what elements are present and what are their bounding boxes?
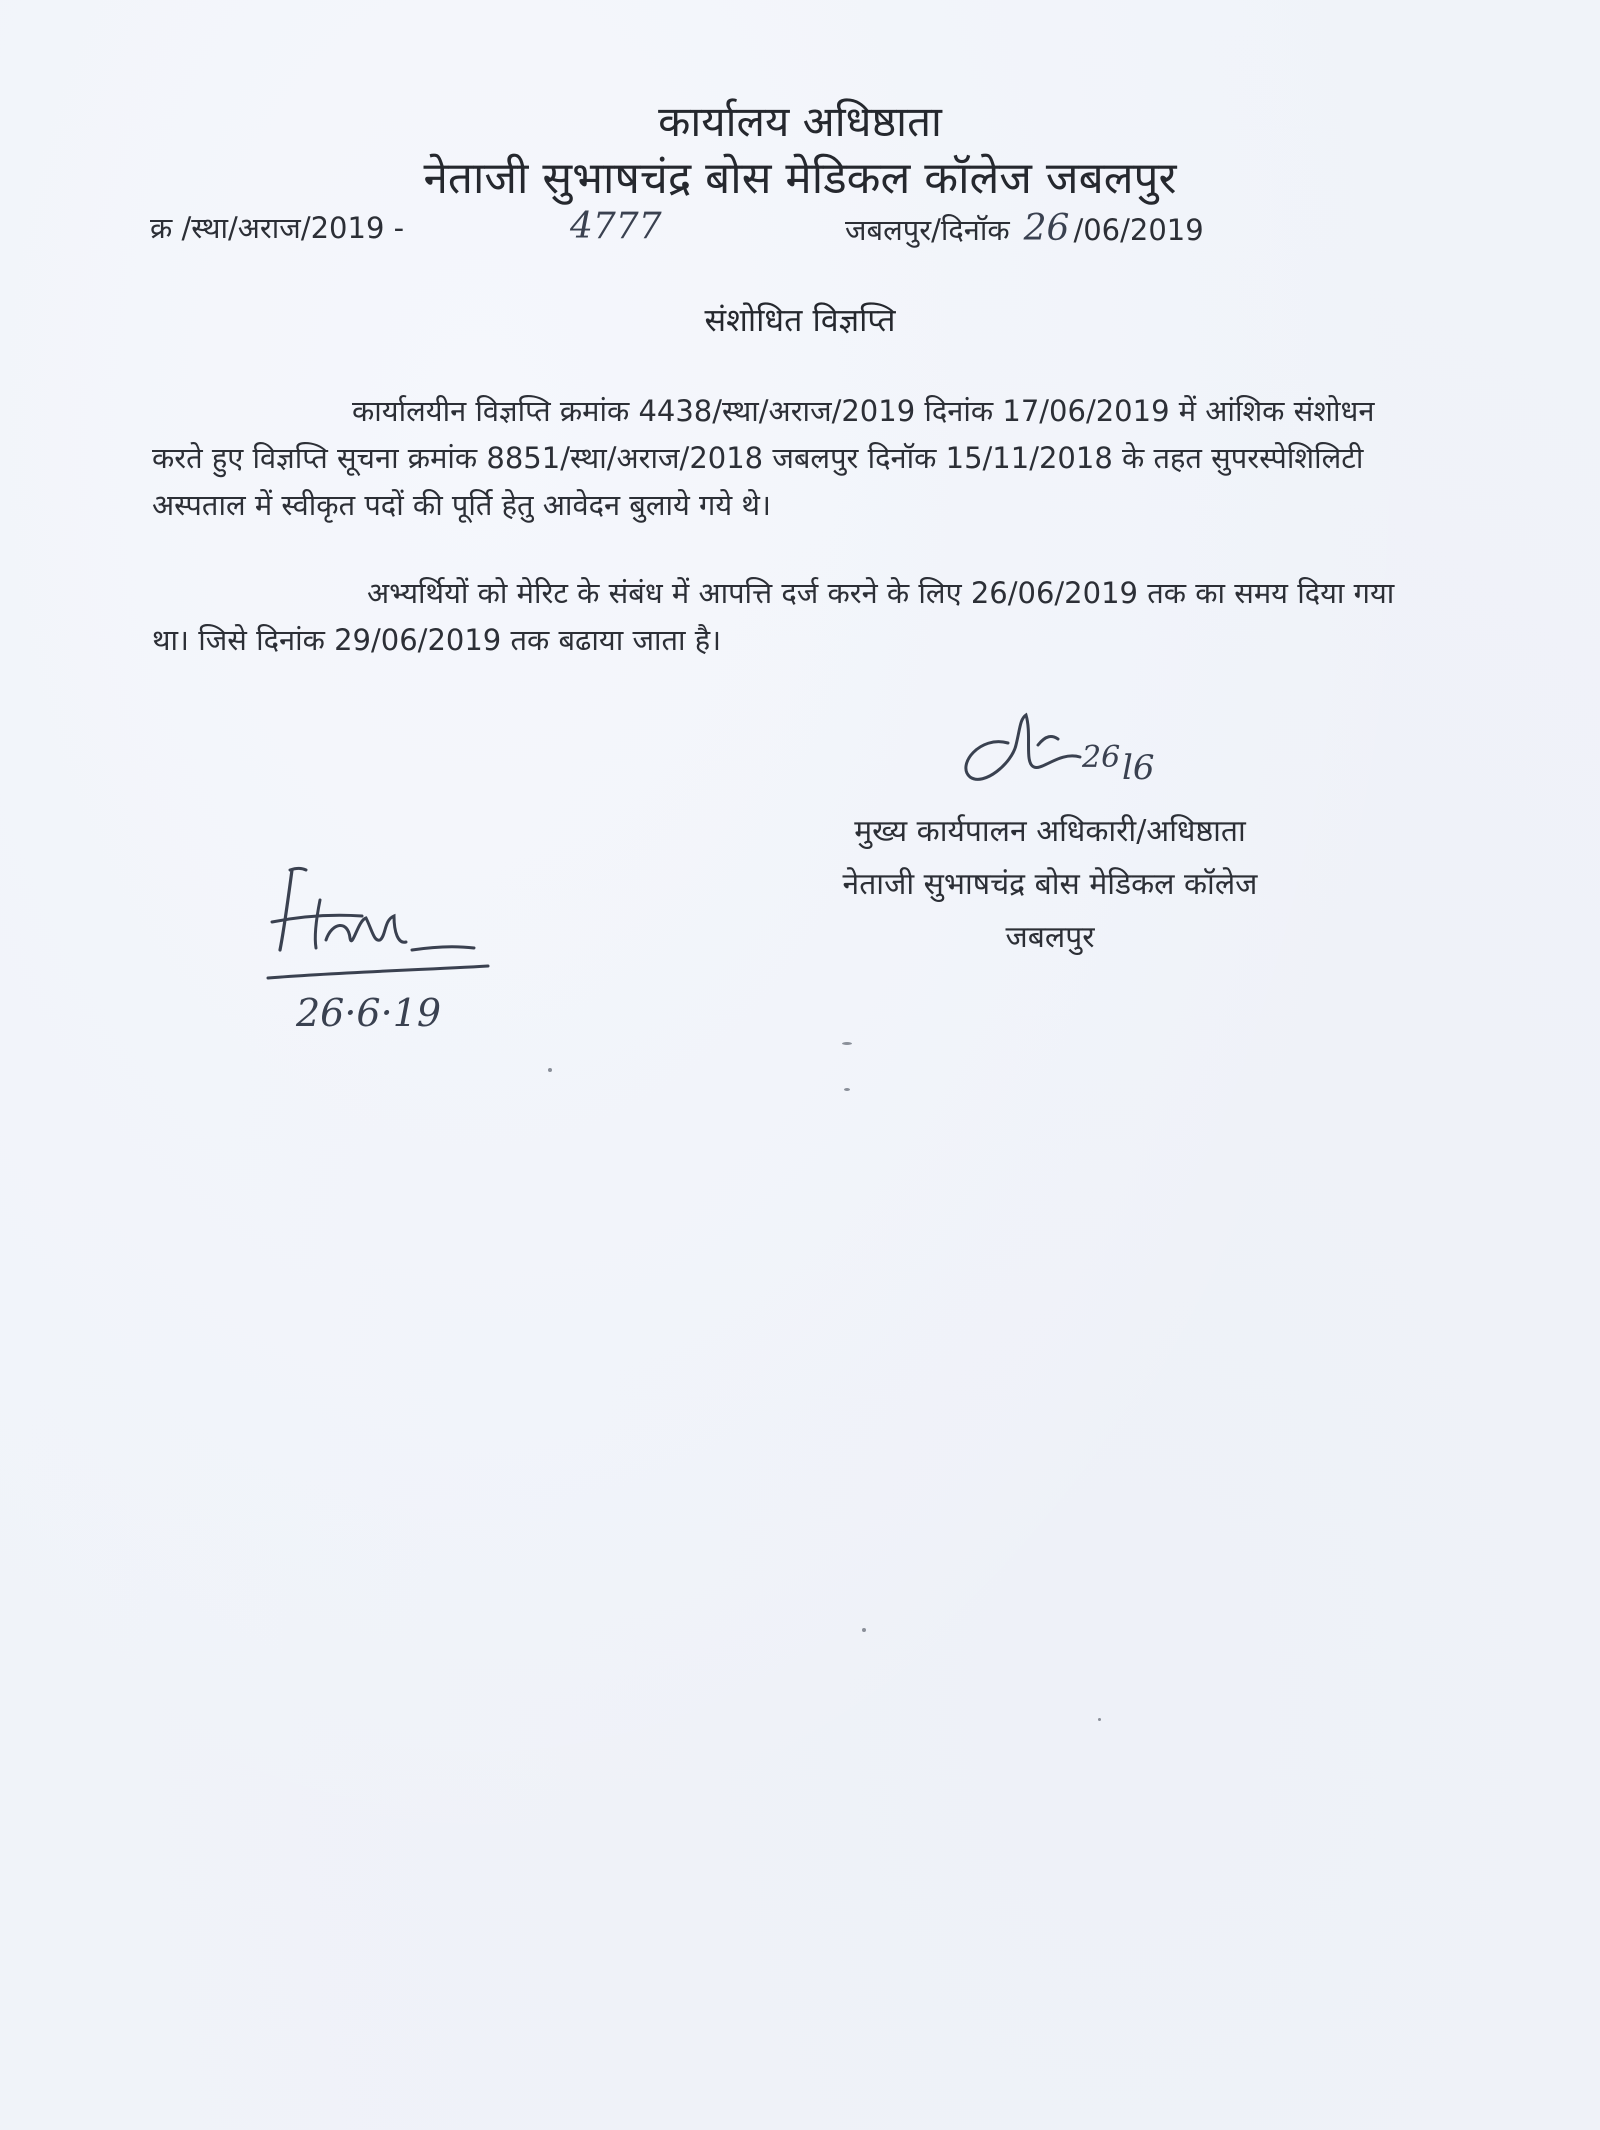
paper-speck xyxy=(862,1628,866,1632)
body-paragraph-1: कार्यालयीन विज्ञप्ति क्रमांक 4438/स्था/अराज/2019 दिनांक 17/06/2019 में आंशिक संशोधन करते हुए विज्ञप्ति सूचना क्रमांक 8851/स्था/अराज/2018 जबलपुर दिनॉक 15/11/2018 के तहत सुपरस्पेशिलिटी अस्पताल में स्वीकृत पदों की पूर्ति हेतु आवेदन बुलाये गये थे। xyxy=(152,394,1375,522)
svg-text:l6: l6 xyxy=(1122,748,1155,788)
notice-subject: संशोधित विज्ञप्ति xyxy=(704,301,896,339)
signatory-college: नेताजी सुभाषचंद्र बोस मेडिकल कॉलेज xyxy=(842,867,1258,902)
body-paragraph-2: अभ्यर्थियों को मेरिट के संबंध में आपत्ति दर्ज करने के लिए 26/06/2019 तक का समय दिया गया था। जिसे दिनांक 29/06/2019 तक बढाया जाता है। xyxy=(152,576,1395,657)
paper-speck xyxy=(548,1068,552,1072)
date-line xyxy=(845,208,1204,249)
paper-speck xyxy=(842,1042,852,1045)
reference-prefix: क्र /स्था/अराज/2019 - xyxy=(150,211,405,245)
signatory-initials-signature xyxy=(950,705,1180,795)
college-title: नेताजी सुभाषचंद्र बोस मेडिकल कॉलेज जबलपुर xyxy=(423,153,1177,204)
office-title: कार्यालय अधिष्ठाता xyxy=(658,97,942,146)
date-suffix: /06/2019 xyxy=(1073,213,1204,247)
signature-date: 26·6·19 xyxy=(296,991,442,1035)
paper-speck xyxy=(844,1088,850,1091)
date-day-handwritten: 26 xyxy=(1023,208,1070,249)
signatory-city: जबलपुर xyxy=(1005,920,1095,955)
handwritten-signature xyxy=(262,860,502,1040)
svg-text:26: 26 xyxy=(1082,740,1121,775)
signatory-block xyxy=(740,805,1360,964)
reference-number-handwritten: 4777 xyxy=(570,206,662,247)
reference-line xyxy=(150,208,404,247)
paper-speck xyxy=(1098,1718,1101,1721)
date-prefix: जबलपुर/दिनॉक xyxy=(845,213,1010,247)
signatory-designation: मुख्य कार्यपालन अधिकारी/अधिष्ठाता xyxy=(854,814,1246,849)
